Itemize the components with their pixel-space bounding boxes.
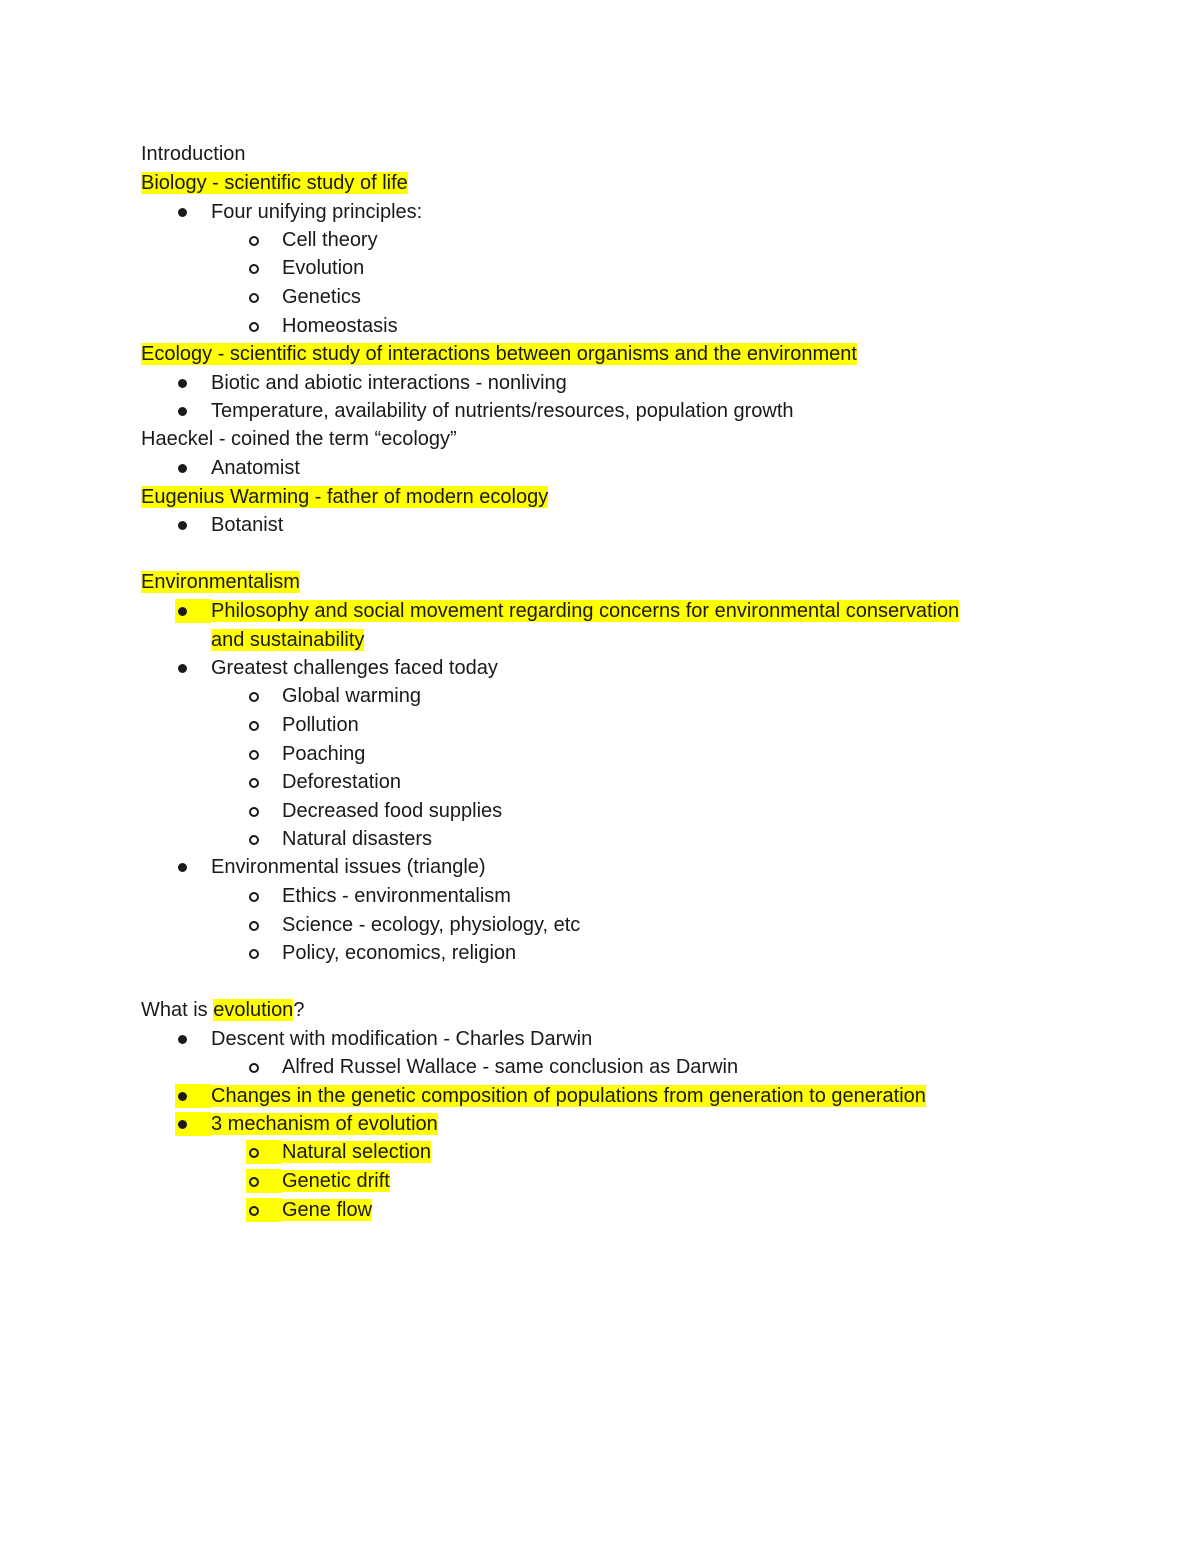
- list-item: Natural selection: [282, 1140, 431, 1164]
- list-item: Botanist: [211, 513, 283, 537]
- bullet-ring-icon: [249, 949, 259, 959]
- list-item: Descent with modification - Charles Darwin: [211, 1027, 592, 1051]
- bullet-ring-icon: [249, 264, 259, 274]
- bullet-ring-icon: [249, 236, 259, 246]
- list-item-continuation: and sustainability: [211, 629, 365, 651]
- bullet-ring-icon: [249, 1177, 259, 1187]
- bullet-ring-icon: [249, 1148, 259, 1158]
- list-item: Greatest challenges faced today: [211, 656, 498, 680]
- bullet-ring-icon: [249, 835, 259, 845]
- list-item: Homeostasis: [282, 314, 398, 338]
- bullet-disc-icon: [178, 664, 187, 673]
- list-item: Gene flow: [282, 1198, 372, 1222]
- bullet-ring-icon: [249, 892, 259, 902]
- bullet-disc-icon: [178, 407, 187, 416]
- bullet-ring-icon: [249, 1063, 259, 1073]
- list-item: Temperature, availability of nutrients/resources, population growth: [211, 399, 794, 423]
- list-item: Philosophy and social movement regarding concerns for environmental conservation: [211, 599, 959, 623]
- bullet-ring-icon: [249, 778, 259, 788]
- bullet-ring-icon: [249, 322, 259, 332]
- list-item: Biotic and abiotic interactions - nonliving: [211, 371, 567, 395]
- list-item: Anatomist: [211, 456, 300, 480]
- list-item: Policy, economics, religion: [282, 941, 516, 965]
- list-item: Decreased food supplies: [282, 799, 502, 823]
- bullet-disc-icon: [178, 863, 187, 872]
- definition-ecology: Ecology - scientific study of interactions between organisms and the environment: [141, 343, 857, 365]
- list-item: Natural disasters: [282, 827, 432, 851]
- bullet-ring-icon: [249, 721, 259, 731]
- list-item: Science - ecology, physiology, etc: [282, 913, 580, 937]
- bullet-disc-icon: [178, 379, 187, 388]
- bullet-disc-icon: [178, 464, 187, 473]
- list-item: Pollution: [282, 713, 359, 737]
- bullet-ring-icon: [249, 692, 259, 702]
- definition-biology: Biology - scientific study of life: [141, 172, 408, 194]
- bullet-disc-icon: [178, 1120, 187, 1129]
- bullet-ring-icon: [249, 807, 259, 817]
- bullet-ring-icon: [249, 1206, 259, 1216]
- list-item: Environmental issues (triangle): [211, 855, 486, 879]
- list-item: Four unifying principles:: [211, 200, 422, 224]
- list-item: Genetics: [282, 285, 361, 309]
- list-item: Ethics - environmentalism: [282, 884, 511, 908]
- bullet-disc-icon: [178, 1035, 187, 1044]
- list-item: Genetic drift: [282, 1169, 390, 1193]
- definition-warming: Eugenius Warming - father of modern ecology: [141, 486, 549, 508]
- bullet-disc-icon: [178, 521, 187, 530]
- bullet-ring-icon: [249, 921, 259, 931]
- bullet-ring-icon: [249, 750, 259, 760]
- list-item: Changes in the genetic composition of populations from generation to generation: [211, 1084, 926, 1108]
- list-item: Evolution: [282, 256, 364, 280]
- heading-introduction: Introduction: [141, 143, 246, 165]
- list-item: Poaching: [282, 742, 365, 766]
- bullet-ring-icon: [249, 293, 259, 303]
- list-item: Cell theory: [282, 228, 378, 252]
- bullet-disc-icon: [178, 1092, 187, 1101]
- list-item: Alfred Russel Wallace - same conclusion as Darwin: [282, 1055, 738, 1079]
- bullet-disc-icon: [178, 208, 187, 217]
- heading-what-is-evolution: What is evolution?: [141, 999, 305, 1021]
- list-item: Global warming: [282, 684, 421, 708]
- bullet-disc-icon: [178, 607, 187, 616]
- note-haeckel: Haeckel - coined the term “ecology”: [141, 428, 457, 450]
- heading-environmentalism: Environmentalism: [141, 571, 300, 593]
- list-item: 3 mechanism of evolution: [211, 1112, 438, 1136]
- list-item: Deforestation: [282, 770, 401, 794]
